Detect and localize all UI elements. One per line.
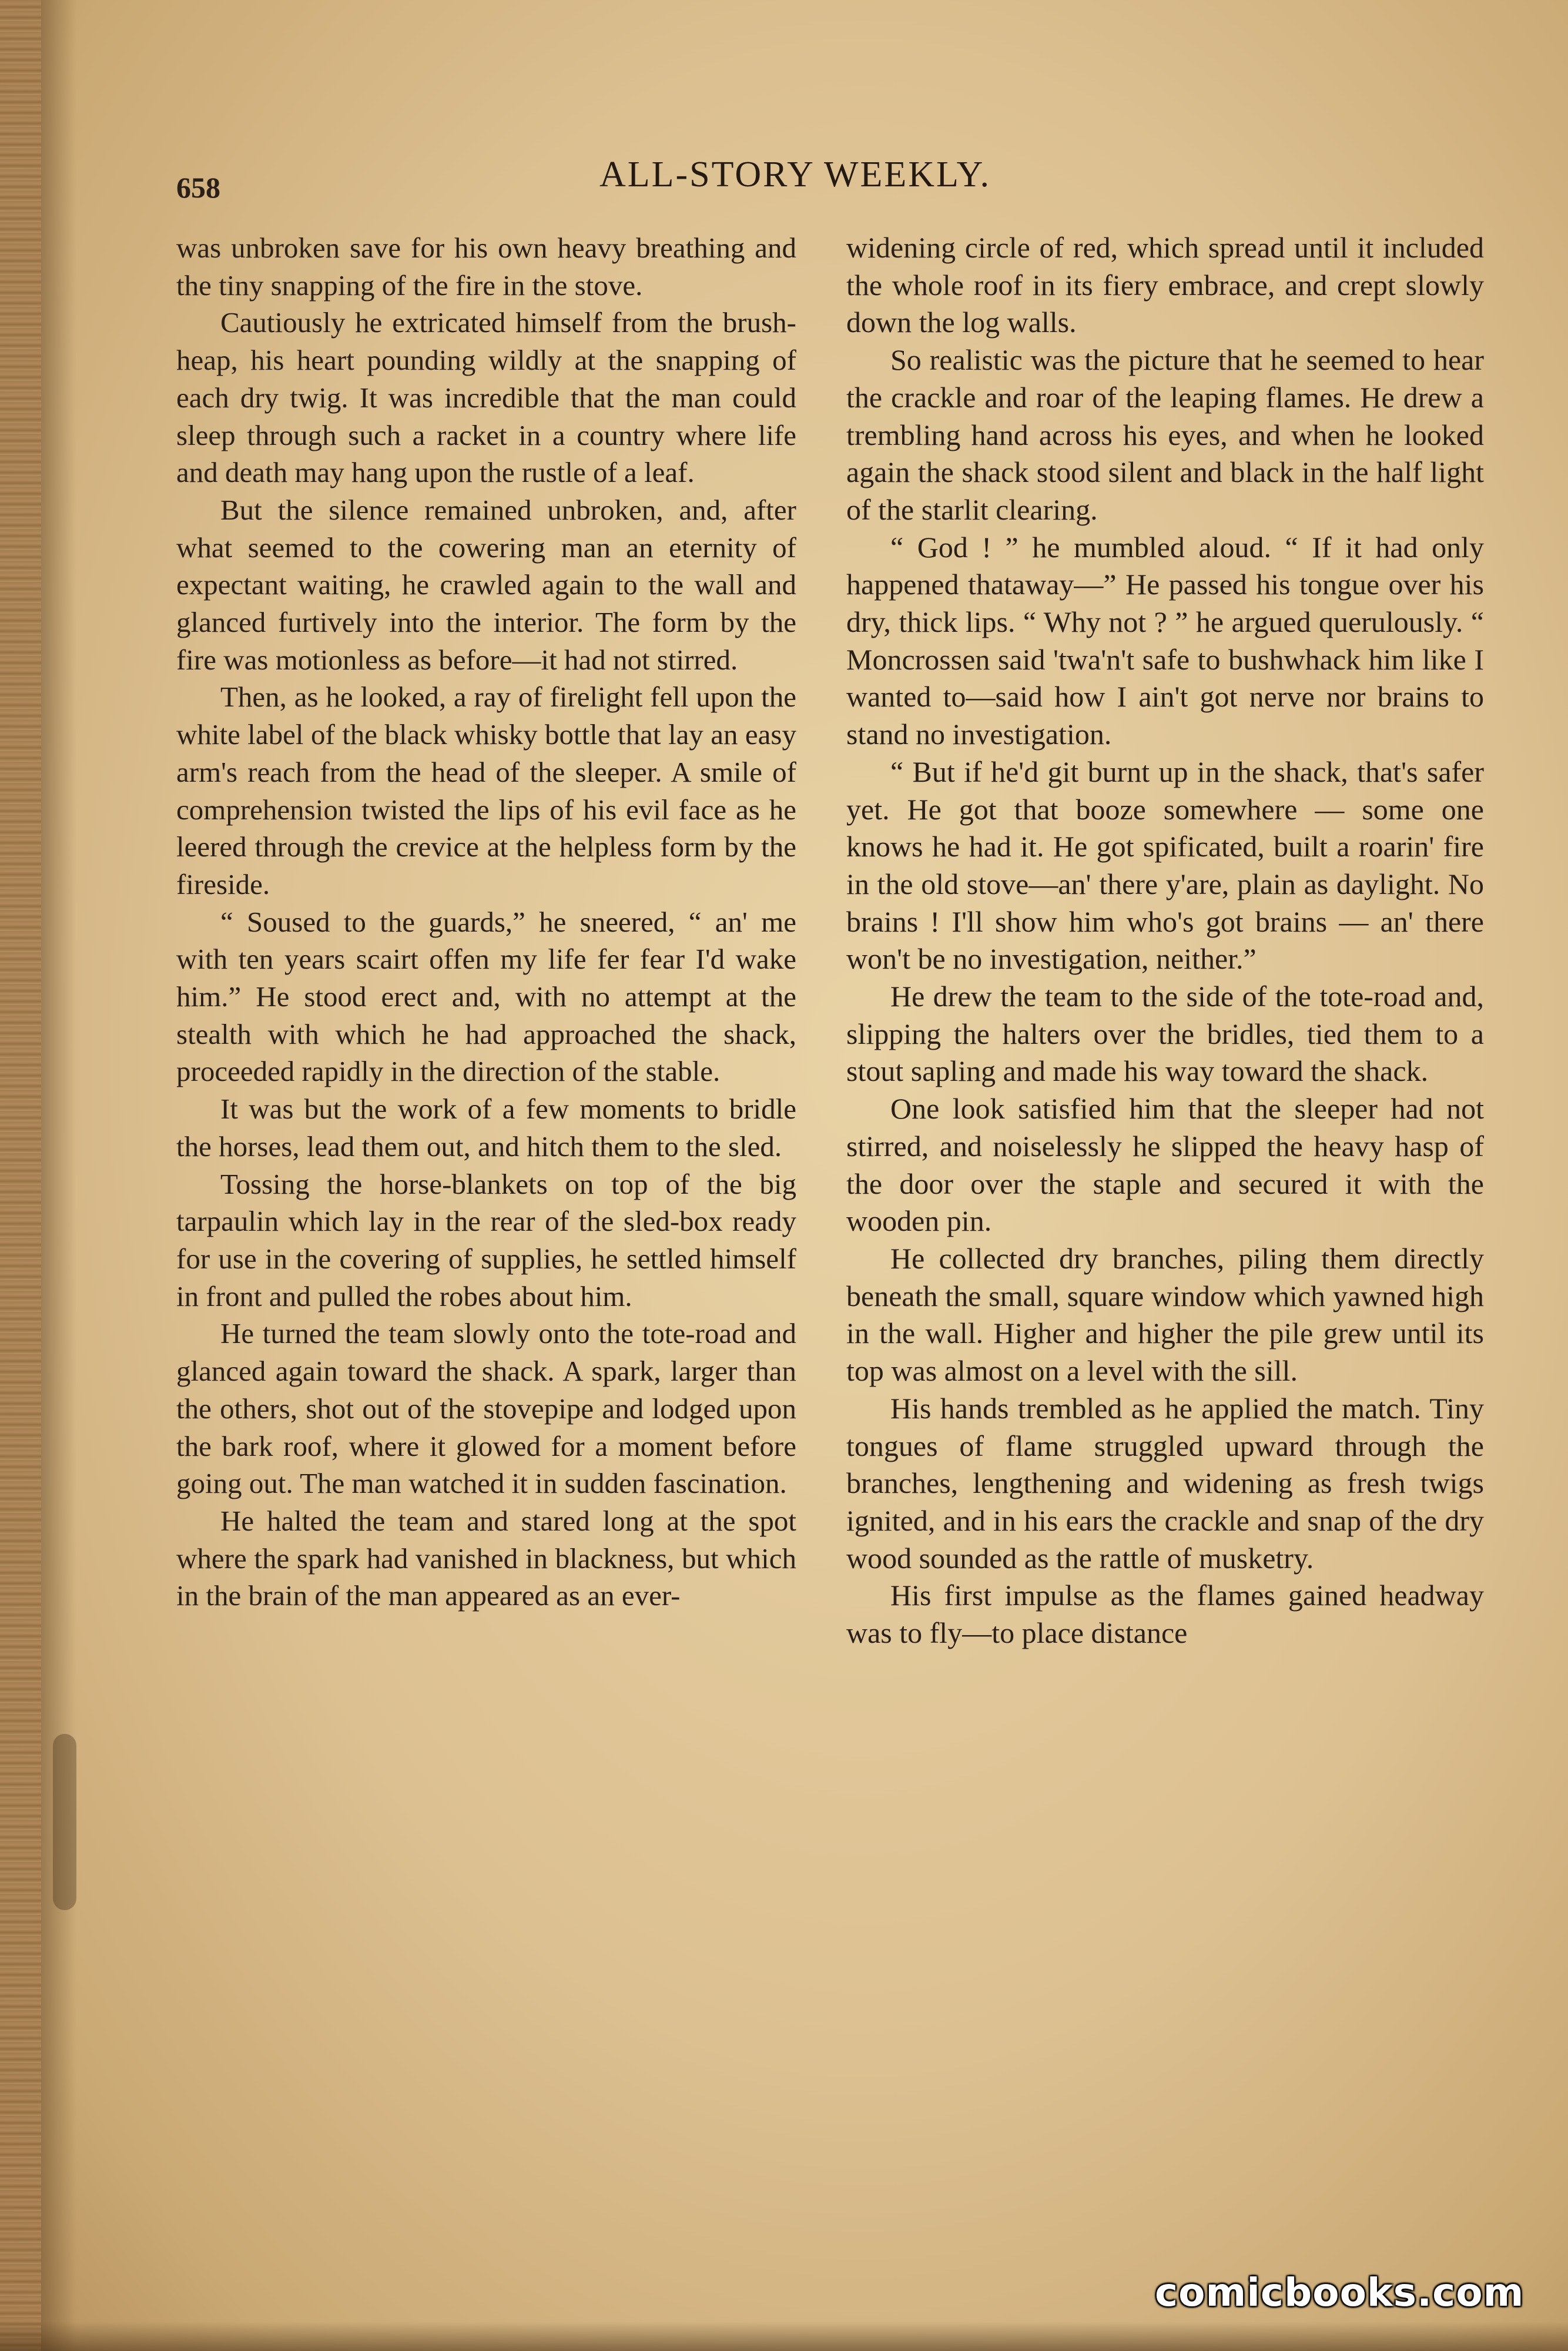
paragraph: Tossing the horse-blankets on top of the big tarpaulin which lay in the rear of the sled-box ready for use in the covering of supplies, he settled himself in front and pulled the robes about him. [176, 1167, 796, 1312]
paragraph: “ Soused to the guards,” he sneered, “ an' me with ten years scairt offen my life fer fear I'd wake him.” He stood erect and, with no attempt at the stealth with which he had approached the shack, proceeded rapidly in the direction of the stable. [176, 905, 796, 1088]
paragraph: His first impulse as the flames gained headway was to fly—to place distance [846, 1579, 1484, 1650]
paragraph: So realistic was the picture that he seemed to hear the crackle and roar of the leaping flames. He drew a trembling hand across his eyes, and when he looked again the shack stood silent and black in the half light of the starlit clearing. [846, 343, 1484, 526]
paragraph: widening circle of red, which spread until it included the whole roof in its fiery embrace, and crept slowly down the log walls. [846, 231, 1484, 339]
paragraph: He drew the team to the side of the tote-road and, slipping the halters over the bridles, tied them to a stout sapling and made his way toward the shack. [846, 980, 1484, 1088]
text-column-right [846, 229, 1484, 1652]
page-number: 658 [176, 171, 220, 204]
watermark: comicbooks.com [1155, 2270, 1525, 2315]
paragraph: “ But if he'd git burnt up in the shack, that's safer yet. He got that booze somewhere — some one knows he had it. He got spificated, built a roarin' fire in the old stove—an' there y'are, plain as daylight. No brains ! I'll show him who's got brains — an' there won't be no investigation, neither.” [846, 755, 1484, 976]
paragraph: was unbroken save for his own heavy breathing and the tiny snapping of the fire in the stove. [176, 232, 796, 302]
paragraph: But the silence remained unbroken, and, after what seemed to the cowering man an eternity of expectant waiting, he crawled again to the wall and glanced furtively into the interior. The form by the fire was motionless as before—it had not stirred. [176, 493, 796, 676]
text-column-left [176, 229, 796, 1615]
running-head: ALL-STORY WEEKLY. [599, 155, 991, 195]
paragraph: Then, as he looked, a ray of firelight fell upon the white label of the black whisky bottle that lay an easy arm's reach from the head of the sleeper. A smile of comprehension twisted the lips of his evil face as he leered through the crevice at the helpless form by the fireside. [176, 681, 796, 900]
paragraph: It was but the work of a few moments to bridle the horses, lead them out, and hitch them to the sled. [176, 1093, 796, 1163]
paragraph: He collected dry branches, piling them directly beneath the small, square window which yawned high in the wall. Higher and higher the pile grew until its top was almost on a level with the sill. [846, 1241, 1484, 1388]
paragraph: “ God ! ” he mumbled aloud. “ If it had only happened thataway—” He passed his tongue over his dry, thick lips. “ Why not ? ” he argued querulously. “ Moncrossen said 'twa'n't safe to bushwhack him like I wanted to—said how I ain't got nerve nor brains to stand no investigation. [846, 530, 1484, 751]
page-binding-edge [0, 0, 41, 2351]
paragraph: He halted the team and stared long at the spot where the spark had vanished in blackness, but which in the brain of the man appeared as an ever- [176, 1504, 796, 1612]
paragraph: One look satisfied him that the sleeper had not stirred, and noiselessly he slipped the heavy hasp of the door over the staple and secured it with the wooden pin. [846, 1092, 1484, 1238]
page-bottom-shadow [0, 2322, 1568, 2351]
paragraph: He turned the team slowly onto the tote-road and glanced again toward the shack. A spark, larger than the others, shot out of the stovepipe and lodged upon the bark roof, where it glowed for a moment before going out. The man watched it in sudden fascination. [176, 1317, 796, 1500]
page-stain [53, 1734, 76, 1910]
paragraph: Cautiously he extricated himself from the brush-heap, his heart pounding wildly at the snapping of each dry twig. It was incredible that the man could sleep through such a racket in a country where life and death may hang upon the rustle of a leaf. [176, 306, 796, 489]
paragraph: His hands trembled as he applied the match. Tiny tongues of flame struggled upward through the branches, lengthening and widening as fresh twigs ignited, and in his ears the crackle and snap of the dry wood sounded as the rattle of musketry. [846, 1391, 1484, 1575]
binding-shadow [41, 0, 76, 2351]
